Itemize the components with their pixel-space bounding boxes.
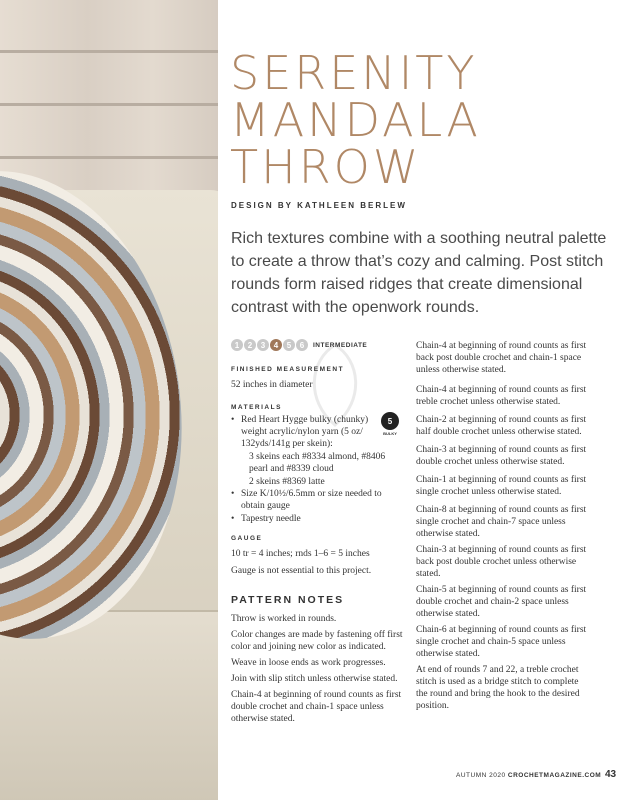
materials-item: • Size K/10½/6.5mm or size needed to obtain gauge: [231, 488, 391, 512]
gauge-label: GAUGE: [231, 535, 263, 542]
title-line-2: MANDALA: [230, 93, 481, 147]
skill-dot: 6: [296, 339, 308, 351]
skill-level: [231, 338, 406, 352]
page-footer: [456, 772, 601, 779]
pattern-note: Chain-4 at beginning of round counts as first treble crochet unless otherwise stated.: [416, 385, 587, 407]
gauge-value: 10 tr = 4 inches; rnds 1–6 = 5 inches: [231, 549, 370, 559]
materials-subitem: 3 skeins each #8334 almond, #8406 pearl and #8339 cloud: [249, 452, 386, 474]
title-line-3: THROW: [230, 140, 422, 194]
site-label: CROCHETMAGAZINE.COM: [507, 772, 602, 779]
pattern-note: Chain-3 at beginning of round counts as first back post double crochet unless otherwise stated.: [416, 545, 587, 579]
skill-dot: 3: [257, 339, 269, 351]
pattern-note: Chain-4 at beginning of round counts as first back post double crochet and chain-1 space unless otherwise stated.: [416, 341, 587, 375]
pattern-note: Join with slip stitch unless otherwise stated.: [231, 674, 398, 684]
finished-measurement-label: FINISHED MEASUREMENT: [231, 366, 345, 373]
pattern-note: At end of rounds 7 and 22, a treble crochet stitch is used as a bridge stitch to complete the round and bring the hook to the desired position.: [416, 665, 580, 711]
pattern-note: Chain-6 at beginning of round counts as first single crochet and chain-5 space unless otherwise stated.: [416, 625, 587, 659]
issue-label: AUTUMN 2020: [456, 772, 506, 779]
pattern-note: Weave in loose ends as work progresses.: [231, 658, 386, 668]
skill-dot: 2: [244, 339, 256, 351]
pattern-note: Chain-1 at beginning of round counts as first single crochet unless otherwise stated.: [416, 475, 587, 497]
pattern-note: Throw is worked in rounds.: [231, 614, 337, 624]
skill-dot-active: 4: [270, 339, 282, 351]
pattern-note: Chain-5 at beginning of round counts as first double crochet and chain-2 space unless otherwise stated.: [416, 585, 587, 619]
pattern-note: Chain-3 at beginning of round counts as first double crochet unless otherwise stated.: [416, 445, 587, 467]
materials-label: MATERIALS: [231, 404, 282, 411]
skill-dot: 5: [283, 339, 295, 351]
finished-measurement-value: 52 inches in diameter: [231, 380, 313, 390]
pattern-note: Chain-2 at beginning of round counts as first half double crochet unless otherwise stated.: [416, 415, 587, 437]
intro-paragraph: Rich textures combine with a soothing neutral palette to create a throw that’s cozy and calming. Post stitch rounds form raised ridges that create dimensional contrast with the openwork rounds.: [231, 230, 607, 316]
left-column: [231, 338, 406, 724]
page-number: 43: [605, 769, 617, 780]
skill-level-label: INTERMEDIATE: [313, 341, 368, 349]
throw-photo: [0, 0, 218, 800]
gauge-note: Gauge is not essential to this project.: [231, 566, 372, 576]
materials-subitem: 2 skeins #8369 latte: [249, 477, 325, 487]
yarn-weight-icon: 5: [381, 412, 399, 430]
designer-byline: DESIGN BY KATHLEEN BERLEW: [231, 201, 407, 210]
pattern-notes-heading: PATTERN NOTES: [231, 594, 345, 606]
skill-dot: 1: [231, 339, 243, 351]
pattern-note: Chain-8 at beginning of round counts as first single crochet and chain-7 space unless otherwise stated.: [416, 505, 587, 539]
materials-item: • Tapestry needle: [231, 513, 391, 525]
materials-item: • Red Heart Hygge bulky (chunky) weight acrylic/nylon yarn (5 oz/ 132yds/141g per skein):: [231, 414, 391, 450]
yarn-weight-label: BULKY: [383, 431, 397, 436]
pattern-note: Color changes are made by fastening off first color and joining new color as indicated.: [231, 630, 403, 652]
pattern-note: Chain-4 at beginning of round counts as first double crochet and chain-1 space unless otherwise stated.: [231, 690, 402, 724]
page-title: [230, 46, 610, 194]
title-line-1: SERENITY: [230, 46, 478, 100]
